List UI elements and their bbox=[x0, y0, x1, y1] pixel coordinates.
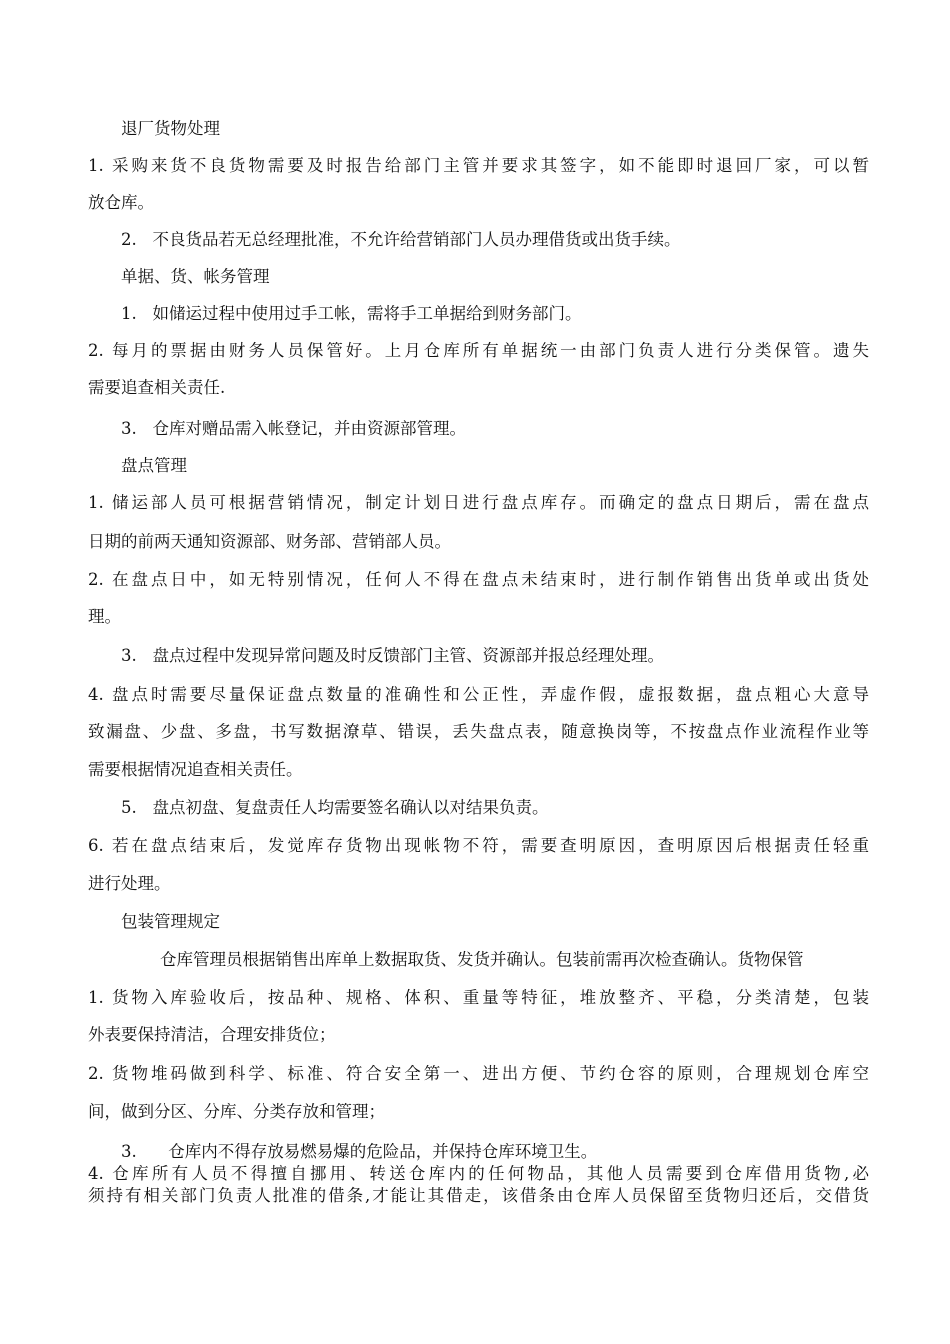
paragraph-line: 间，做到分区、分库、分类存放和管理； bbox=[88, 1102, 385, 1121]
paragraph-line: 外表要保持清洁，合理安排货位； bbox=[88, 1025, 336, 1044]
paragraph-line: 2. 货物堆码做到科学、标准、符合安全第一、进出方便、节约仓容的原则，合理规划仓库空 bbox=[88, 1064, 869, 1083]
heading-return-goods: 退厂货物处理 bbox=[121, 119, 220, 138]
paragraph-line: 仓库管理员根据销售出库单上数据取货、发货并确认。包装前需再次检查确认。货物保管 bbox=[160, 950, 804, 969]
paragraph-line: 放仓库。 bbox=[88, 193, 154, 212]
paragraph-line: 2. 不良货品若无总经理批准，不允许给营销部门人员办理借货或出货手续。 bbox=[121, 230, 681, 249]
paragraph-line: 4. 盘点时需要尽量保证盘点数量的准确性和公正性，弄虚作假，虚报数据，盘点粗心大意导 bbox=[88, 685, 869, 704]
paragraph-line: 需要追查相关责任. bbox=[88, 378, 226, 397]
paragraph-line: 3. 盘点过程中发现异常问题及时反馈部门主管、资源部并报总经理处理。 bbox=[121, 646, 664, 665]
paragraph-line: 2. 每月的票据由财务人员保管好。上月仓库所有单据统一由部门负责人进行分类保管。遗失 bbox=[88, 341, 869, 360]
paragraph-line: 3. 仓库内不得存放易燃易爆的危险品，并保持仓库环境卫生。 bbox=[121, 1142, 598, 1161]
paragraph-line: 进行处理。 bbox=[88, 874, 171, 893]
paragraph-line: 1. 货物入库验收后，按品种、规格、体积、重量等特征，堆放整齐、平稳，分类清楚，包装 bbox=[88, 988, 869, 1007]
heading-packaging: 包装管理规定 bbox=[121, 912, 220, 931]
paragraph-line: 4. 仓库所有人员不得擅自挪用、转送仓库内的任何物品，其他人员需要到仓库借用货物,必 bbox=[88, 1164, 869, 1183]
heading-documents: 单据、货、帐务管理 bbox=[121, 267, 270, 286]
paragraph-line: 3. 仓库对赠品需入帐登记，并由资源部管理。 bbox=[121, 419, 466, 438]
heading-inventory: 盘点管理 bbox=[121, 456, 187, 475]
paragraph-line: 日期的前两天通知资源部、财务部、营销部人员。 bbox=[88, 532, 451, 551]
paragraph-line: 5. 盘点初盘、复盘责任人均需要签名确认以对结果负责。 bbox=[121, 798, 549, 817]
paragraph-line: 需要根据情况追查相关责任。 bbox=[88, 760, 303, 779]
paragraph-line: 理。 bbox=[88, 607, 121, 626]
paragraph-line: 1. 储运部人员可根据营销情况，制定计划日进行盘点库存。而确定的盘点日期后，需在盘点 bbox=[88, 493, 869, 512]
paragraph-line: 1. 采购来货不良货物需要及时报告给部门主管并要求其签字，如不能即时退回厂家，可以暂 bbox=[88, 156, 869, 175]
paragraph-line: 6. 若在盘点结束后，发觉库存货物出现帐物不符，需要查明原因，查明原因后根据责任轻重 bbox=[88, 836, 869, 855]
paragraph-line: 须持有相关部门负责人批准的借条,才能让其借走，该借条由仓库人员保留至货物归还后，交借货 bbox=[88, 1186, 869, 1205]
paragraph-line: 2. 在盘点日中，如无特别情况，任何人不得在盘点未结束时，进行制作销售出货单或出货处 bbox=[88, 570, 869, 589]
paragraph-line: 1. 如储运过程中使用过手工帐，需将手工单据给到财务部门。 bbox=[121, 304, 582, 323]
paragraph-line: 致漏盘、少盘、多盘，书写数据潦草、错误，丢失盘点表，随意换岗等，不按盘点作业流程作业等 bbox=[88, 722, 869, 741]
